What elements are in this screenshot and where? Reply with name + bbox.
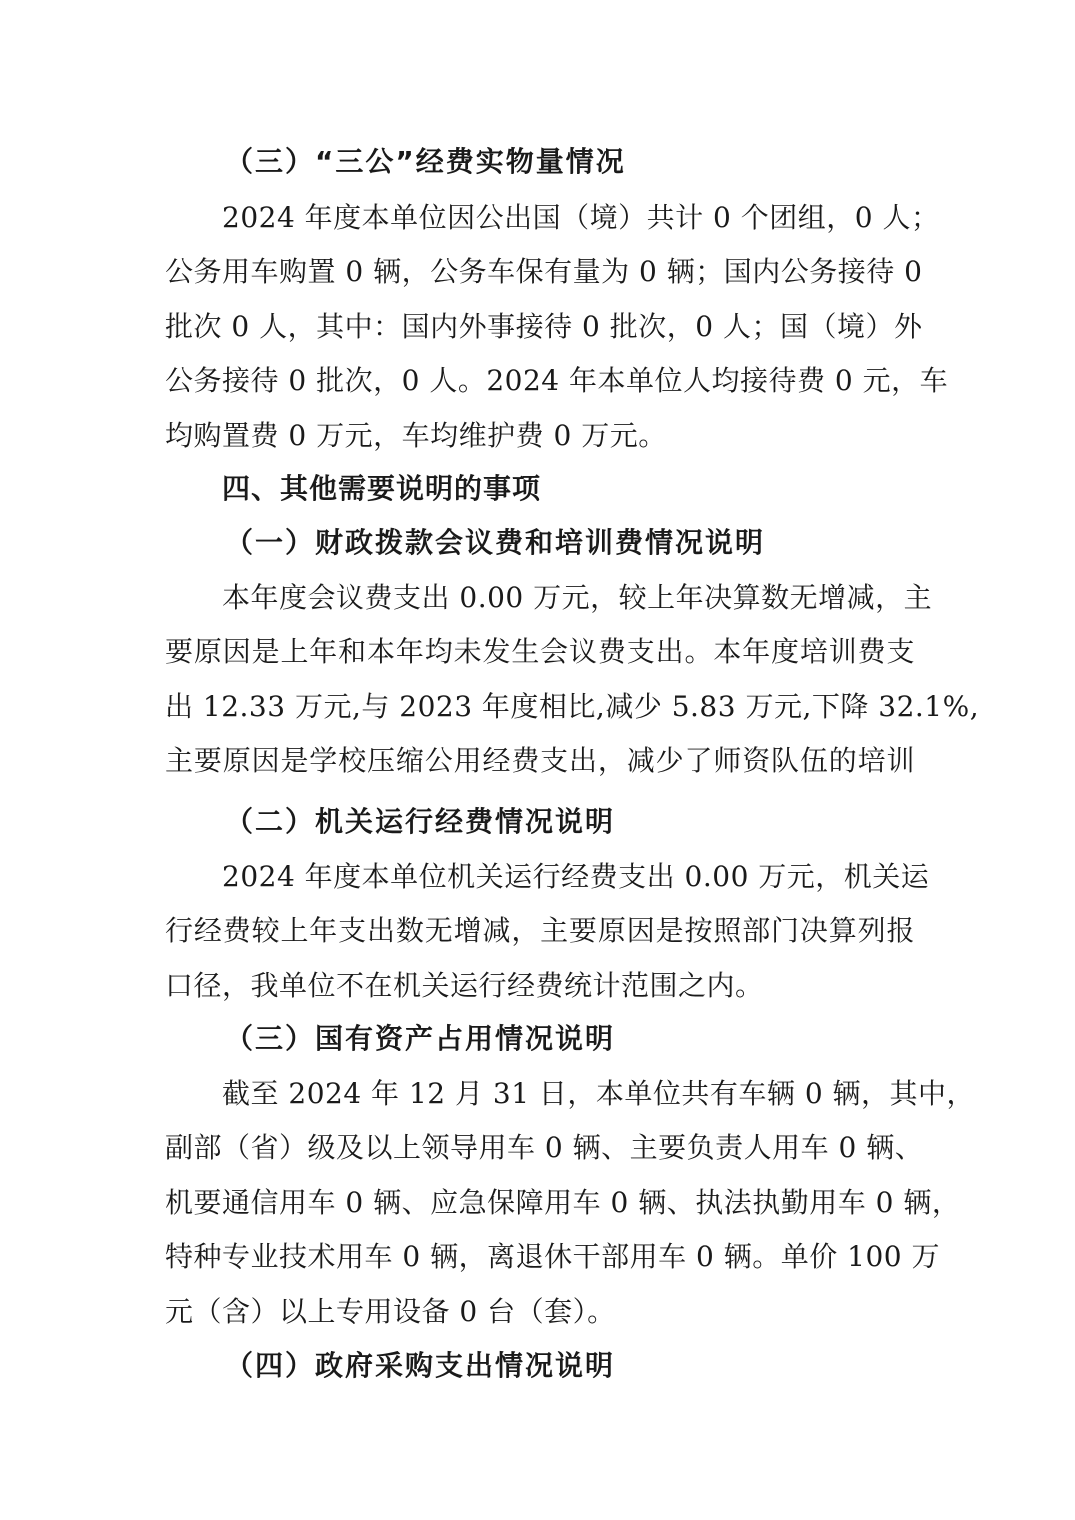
paragraph-line: 均购置费 0 万元，车均维护费 0 万元。	[165, 419, 667, 452]
paragraph-line: 行经费较上年支出数无增减，主要原因是按照部门决算列报	[165, 914, 915, 947]
paragraph-line: 副部（省）级及以上领导用车 0 辆、主要负责人用车 0 辆、	[165, 1131, 924, 1164]
paragraph-line: 要原因是上年和本年均未发生会议费支出。本年度培训费支	[165, 635, 915, 668]
paragraph-line: 公务用车购置 0 辆，公务车保有量为 0 辆；国内公务接待 0	[165, 255, 923, 288]
section-heading-assets: （三）国有资产占用情况说明	[225, 1022, 616, 1055]
paragraph-line: 主要原因是学校压缩公用经费支出，减少了师资队伍的培训	[165, 744, 915, 777]
paragraph-line: 特种专业技术用车 0 辆，离退休干部用车 0 辆。单价 100 万	[165, 1240, 940, 1273]
paragraph-line: 公务接待 0 批次，0 人。2024 年本单位人均接待费 0 元，车	[165, 364, 949, 397]
section-heading-meeting-training: （一）财政拨款会议费和培训费情况说明	[225, 526, 766, 559]
paragraph-line: 口径，我单位不在机关运行经费统计范围之内。	[165, 969, 764, 1002]
paragraph-line: 批次 0 人，其中：国内外事接待 0 批次，0 人；国（境）外	[165, 310, 923, 343]
paragraph-line: 机要通信用车 0 辆、应急保障用车 0 辆、执法执勤用车 0 辆，	[165, 1186, 961, 1219]
section-heading-part4: 四、其他需要说明的事项	[222, 472, 542, 505]
paragraph-line: 元（含）以上专用设备 0 台（套）。	[165, 1295, 616, 1328]
section-heading-procurement: （四）政府采购支出情况说明	[225, 1349, 616, 1382]
paragraph-line: 本年度会议费支出 0.00 万元，较上年决算数无增减，主	[222, 581, 933, 614]
paragraph-line: 截至 2024 年 12 月 31 日，本单位共有车辆 0 辆，其中，	[222, 1077, 976, 1110]
section-heading-operation: （二）机关运行经费情况说明	[225, 805, 616, 838]
section-heading-sanggong: （三）“三公”经费实物量情况	[225, 145, 626, 178]
paragraph-line: 出 12.33 万元,与 2023 年度相比,减少 5.83 万元,下降 32.1%,	[165, 690, 980, 723]
paragraph-line: 2024 年度本单位机关运行经费支出 0.00 万元，机关运	[222, 860, 930, 893]
paragraph-line: 2024 年度本单位因公出国（境）共计 0 个团组，0 人；	[222, 201, 940, 234]
